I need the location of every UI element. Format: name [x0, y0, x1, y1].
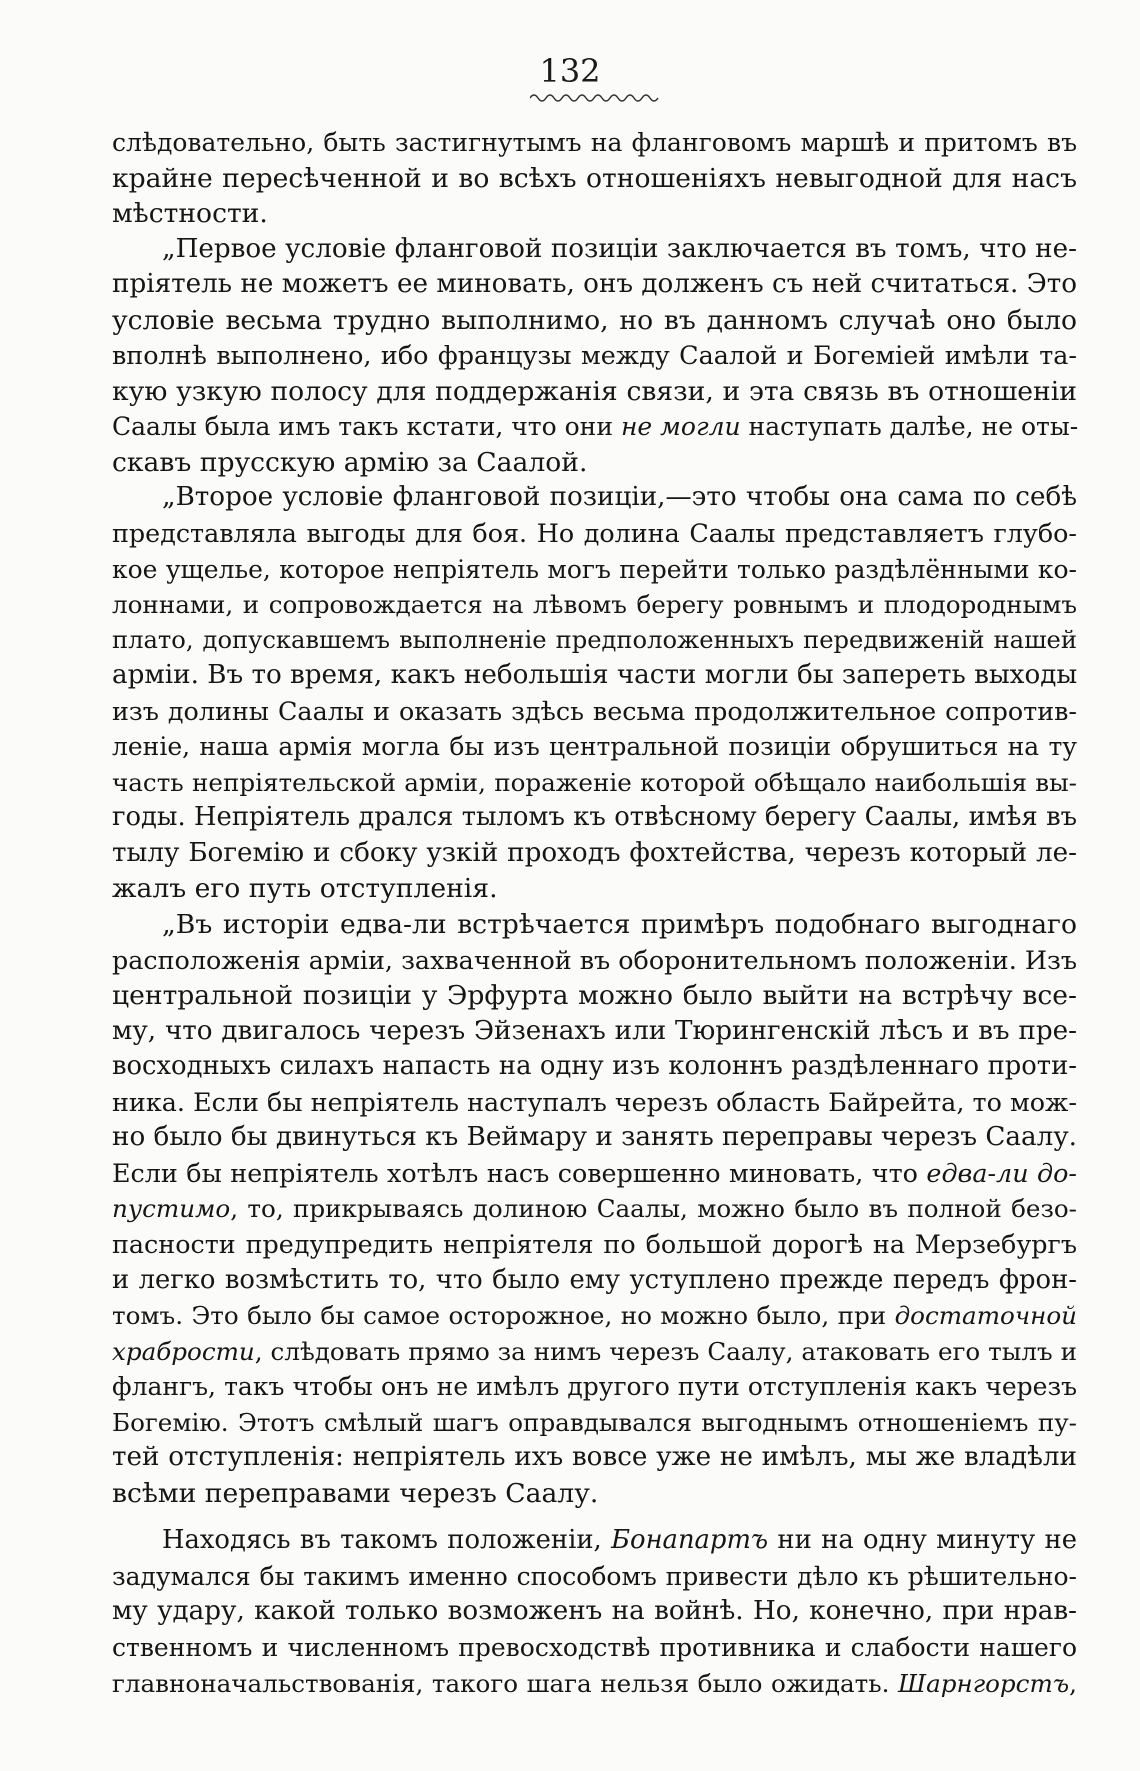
text-line: всѣми переправами черезъ Саалу.	[112, 1477, 599, 1509]
text-run: главноначальствованія, такого шага нельзя было ожидать.	[112, 1668, 899, 1698]
text-line: слѣдовательно, быть застигнутымъ на фланговомъ маршѣ и притомъ въ	[112, 128, 1077, 157]
text-line	[112, 1334, 1077, 1370]
text-line	[112, 1523, 1077, 1559]
text-line: ственномъ и численномъ превосходствѣ противника и слабости нашего	[112, 1632, 1077, 1662]
text-line: тей отступленія: непріятель ихъ вовсе уже не имѣлъ, мы же владѣли	[112, 1442, 1077, 1473]
text-line	[112, 1191, 1077, 1227]
text-line: плато, допускавшемъ выполненіе предположенныхъ передвиженій нашей	[112, 625, 1077, 654]
text-line	[112, 1298, 1077, 1334]
text-line: кую узкую полосу для поддержанія связи, и эта связь въ отношеніи	[112, 375, 1077, 407]
text-line: центральной позиціи у Эрфурта можно было выйти на встрѣчу все-	[112, 980, 1077, 1012]
italic-emphasis: храбрости	[112, 1336, 255, 1366]
page-text	[112, 125, 1077, 1701]
text-line: „Первое условіе фланговой позиціи заключается въ томъ, что не-	[162, 233, 1077, 264]
text-line: му удару, какой только возможенъ на войнѣ. Но, конечно, при нрав-	[112, 1596, 1077, 1627]
text-line	[112, 1666, 1077, 1702]
text-line: пріятель не можетъ ее миновать, онъ долженъ съ ней считаться. Это	[112, 269, 1077, 300]
text-line: Богемію. Этотъ смѣлый шагъ оправдывался выгоднымъ отношеніемъ пу-	[112, 1407, 1077, 1437]
text-line: „Второе условіе фланговой позиціи,—это чтобы она сама по себѣ	[162, 482, 1077, 513]
text-line: изъ долины Саалы и оказать здѣсь весьма продолжительное сопротив-	[112, 695, 1077, 726]
text-run: ни на одну минуту не	[768, 1525, 1077, 1556]
text-line: му, что двигалось черезъ Эйзенахъ или Тюрингенскій лѣсъ и въ пре-	[112, 1015, 1077, 1046]
text-line: жалъ его путь отступленія.	[112, 873, 498, 905]
text-run: Если бы непріятель хотѣлъ насъ совершенно миновать, что	[112, 1157, 927, 1188]
paragraph-gap	[112, 1511, 1077, 1523]
text-run: Саалы была имъ такъ кстати, что они	[112, 412, 621, 442]
text-line	[112, 1156, 1077, 1192]
italic-emphasis: едва-ли до-	[926, 1157, 1078, 1188]
text-run: , то, прикрываясь долиною Саалы, можно было въ полной безо-	[230, 1194, 1077, 1224]
text-line: представляла выгоды для боя. Но долина Саалы представляетъ глубо-	[112, 518, 1077, 549]
text-run: наступать далѣе, не оты-	[740, 412, 1079, 442]
page-number: 132	[539, 52, 601, 90]
text-line: часть непріятельской арміи, пораженіе которой обѣщало наибольшія вы-	[112, 767, 1077, 797]
italic-emphasis: Бонапартъ	[611, 1525, 769, 1556]
italic-emphasis: достаточной	[894, 1301, 1077, 1331]
text-line: кое ущелье, которое непріятель могъ перейти только раздѣлёнными ко-	[112, 554, 1077, 584]
text-line: флангъ, такъ чтобы онъ не имѣлъ другого пути отступленія какъ черезъ	[112, 1372, 1077, 1402]
text-line	[112, 409, 1077, 445]
text-line: скавъ прусскую армію за Саалой.	[112, 446, 588, 478]
text-run: ,	[1069, 1668, 1077, 1698]
text-line: расположенія арміи, захваченной въ оборонительномъ положеніи. Изъ	[112, 944, 1077, 975]
text-line: мѣстности.	[112, 198, 268, 230]
text-line: годы. Непріятель дрался тыломъ къ отвѣсному берегу Саалы, имѣя въ	[112, 802, 1077, 833]
text-line: пасности предупредить непріятеля по большой дорогѣ на Мерзебургъ	[112, 1228, 1077, 1259]
text-run: Находясь въ такомъ положеніи,	[162, 1525, 612, 1556]
text-line: тылу Богемію и сбоку узкій проходъ фохтейства, черезъ который ле-	[112, 837, 1077, 868]
text-line: восходныхъ силахъ напасть на одну изъ колоннъ раздѣленнаго проти-	[112, 1051, 1077, 1082]
text-line: задумался бы такимъ именно способомъ привести дѣло къ рѣшительно-	[112, 1561, 1077, 1591]
italic-emphasis: Шарнгорстъ	[898, 1668, 1070, 1698]
text-line: леніе, наша армія могла бы изъ центральной позиціи обрушиться на ту	[112, 732, 1077, 762]
text-line: лоннами, и сопровождается на лѣвомъ берегу ровнымъ и плодороднымъ	[112, 590, 1077, 620]
text-run: томъ. Это было бы самое осторожное, но можно было, при	[112, 1301, 895, 1331]
wavy-rule-ornament	[530, 92, 660, 104]
text-line: ника. Если бы непріятель наступалъ черезъ область Байрейта, то мож-	[112, 1086, 1077, 1117]
italic-emphasis: не могли	[620, 412, 741, 442]
text-run: , слѣдовать прямо за нимъ черезъ Саалу, атаковать его тылъ и	[254, 1336, 1077, 1366]
text-line: условіе весьма трудно выполнимо, но въ данномъ случаѣ оно было	[112, 304, 1077, 336]
text-line: крайне пересѣченной и во всѣхъ отношеніяхъ невыгодной для насъ	[112, 162, 1077, 194]
italic-emphasis: пустимо	[112, 1194, 231, 1224]
text-line: вполнѣ выполнено, ибо французы между Саалой и Богеміей имѣли та-	[112, 340, 1077, 371]
text-line: но было бы двинуться къ Веймару и занять переправы черезъ Саалу.	[112, 1122, 1077, 1153]
text-line: „Въ исторіи едва-ли встрѣчается примѣръ подобнаго выгоднаго	[162, 909, 1077, 941]
text-line: и легко возмѣстить то, что было ему уступлено прежде передъ фрон-	[112, 1264, 1077, 1295]
text-line: арміи. Въ то время, какъ небольшія части могли бы запереть выходы	[112, 660, 1078, 691]
